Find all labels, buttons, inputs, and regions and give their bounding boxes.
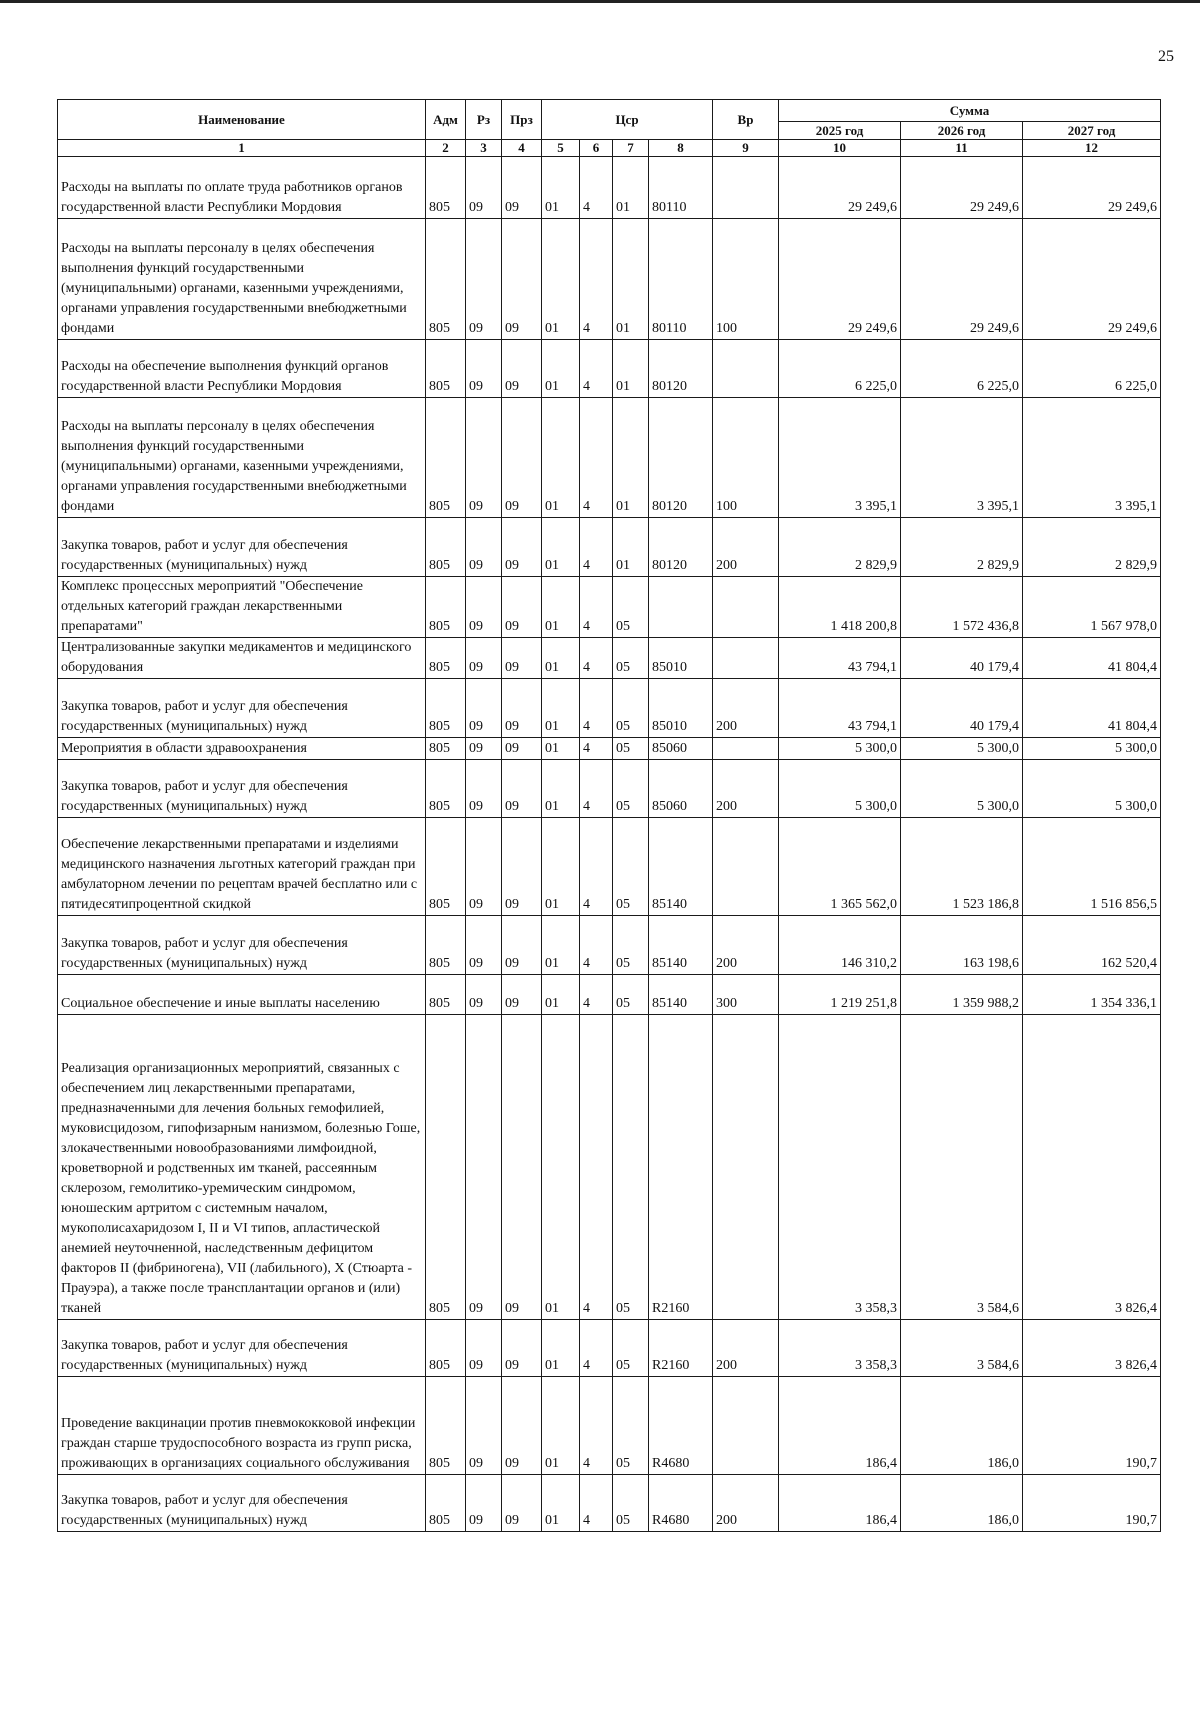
table-row [58, 818, 1161, 916]
row-csr-5: 01 [542, 738, 580, 760]
row-csr-7: 05 [613, 916, 649, 975]
row-csr-6: 4 [580, 760, 613, 818]
table-row [58, 1320, 1161, 1377]
row-prz: 09 [502, 1475, 542, 1532]
row-amount-2026: 186,0 [901, 1377, 1023, 1475]
top-edge-rule [0, 0, 1200, 3]
header-prz: Прз [502, 100, 542, 140]
row-adm: 805 [426, 975, 466, 1015]
row-amount-2025: 3 358,3 [779, 1320, 901, 1377]
row-name: Реализация организационных мероприятий, связанных с обеспечением лиц лекарственными препаратами, предназначенными для лечения больных гемофилией, муковисцидозом, гипофизарным нанизмом, болезнью Гоше, злокачественными новообразованиями лимфоидной, кроветворной и родственных им тканей, рассеянным склерозом, гемолитико-уремическим синдромом, юношеским артритом с системным началом, мукополисахаридозом I, II и VI типов, апластической анемией неуточненной, наследственным дефицитом факторов II (фибриногена), VII (лабильного), X (Стюарта - Прауэра), а также после трансплантации органов и (или) тканей [58, 1015, 426, 1320]
header-year-2027: 2027 год [1023, 122, 1161, 140]
row-prz: 09 [502, 157, 542, 219]
row-prz: 09 [502, 398, 542, 518]
row-rz: 09 [466, 738, 502, 760]
row-name: Закупка товаров, работ и услуг для обеспечения государственных (муниципальных) нужд [58, 760, 426, 818]
row-amount-2025: 29 249,6 [779, 157, 901, 219]
row-amount-2025: 3 395,1 [779, 398, 901, 518]
row-adm: 805 [426, 1015, 466, 1320]
row-vr [713, 638, 779, 679]
row-prz: 09 [502, 818, 542, 916]
row-amount-2027: 1 354 336,1 [1023, 975, 1161, 1015]
row-amount-2026: 163 198,6 [901, 916, 1023, 975]
row-csr-6: 4 [580, 1377, 613, 1475]
row-csr-5: 01 [542, 1377, 580, 1475]
row-amount-2026: 1 523 186,8 [901, 818, 1023, 916]
table-row [58, 1015, 1161, 1320]
row-adm: 805 [426, 916, 466, 975]
row-adm: 805 [426, 1475, 466, 1532]
row-csr-7: 01 [613, 157, 649, 219]
row-adm: 805 [426, 398, 466, 518]
row-amount-2026: 186,0 [901, 1475, 1023, 1532]
row-adm: 805 [426, 1377, 466, 1475]
row-amount-2025: 146 310,2 [779, 916, 901, 975]
row-csr-7: 01 [613, 340, 649, 398]
row-csr-8: R4680 [649, 1475, 713, 1532]
row-amount-2027: 29 249,6 [1023, 157, 1161, 219]
row-prz: 09 [502, 760, 542, 818]
row-vr: 200 [713, 760, 779, 818]
row-csr-5: 01 [542, 679, 580, 738]
row-csr-8: 80120 [649, 398, 713, 518]
row-csr-6: 4 [580, 1475, 613, 1532]
row-amount-2026: 40 179,4 [901, 638, 1023, 679]
row-csr-8: 85010 [649, 679, 713, 738]
row-amount-2026: 3 395,1 [901, 398, 1023, 518]
row-rz: 09 [466, 818, 502, 916]
row-csr-7: 05 [613, 577, 649, 638]
row-prz: 09 [502, 916, 542, 975]
row-name: Расходы на выплаты персоналу в целях обеспечения выполнения функций государственными (муниципальными) органами, казенными учреждениями, органами управления государственными внебюджетными фондами [58, 398, 426, 518]
row-csr-7: 01 [613, 219, 649, 340]
column-number: 10 [779, 140, 901, 157]
row-prz: 09 [502, 1377, 542, 1475]
row-name: Централизованные закупки медикаментов и медицинского оборудования [58, 638, 426, 679]
row-csr-8 [649, 577, 713, 638]
table-row [58, 679, 1161, 738]
row-amount-2027: 190,7 [1023, 1475, 1161, 1532]
row-rz: 09 [466, 916, 502, 975]
row-amount-2025: 1 219 251,8 [779, 975, 901, 1015]
row-csr-7: 01 [613, 398, 649, 518]
row-csr-5: 01 [542, 1015, 580, 1320]
row-amount-2027: 1 567 978,0 [1023, 577, 1161, 638]
row-csr-7: 05 [613, 975, 649, 1015]
row-rz: 09 [466, 760, 502, 818]
row-amount-2027: 5 300,0 [1023, 738, 1161, 760]
row-csr-5: 01 [542, 1475, 580, 1532]
table-row [58, 1377, 1161, 1475]
row-vr: 300 [713, 975, 779, 1015]
table-body [58, 157, 1161, 1532]
row-amount-2025: 2 829,9 [779, 518, 901, 577]
row-vr [713, 1015, 779, 1320]
table-row [58, 916, 1161, 975]
column-number: 4 [502, 140, 542, 157]
header-name: Наименование [58, 100, 426, 140]
row-prz: 09 [502, 1015, 542, 1320]
row-amount-2025: 29 249,6 [779, 219, 901, 340]
row-amount-2026: 6 225,0 [901, 340, 1023, 398]
row-rz: 09 [466, 577, 502, 638]
row-csr-5: 01 [542, 340, 580, 398]
row-csr-8: 80120 [649, 518, 713, 577]
row-amount-2026: 3 584,6 [901, 1015, 1023, 1320]
row-csr-5: 01 [542, 975, 580, 1015]
row-csr-5: 01 [542, 518, 580, 577]
row-adm: 805 [426, 157, 466, 219]
row-amount-2027: 2 829,9 [1023, 518, 1161, 577]
row-vr: 200 [713, 518, 779, 577]
row-csr-6: 4 [580, 818, 613, 916]
row-amount-2025: 186,4 [779, 1377, 901, 1475]
row-csr-7: 01 [613, 518, 649, 577]
row-rz: 09 [466, 1320, 502, 1377]
row-prz: 09 [502, 679, 542, 738]
row-amount-2026: 29 249,6 [901, 219, 1023, 340]
row-csr-6: 4 [580, 638, 613, 679]
row-csr-7: 05 [613, 1377, 649, 1475]
row-csr-5: 01 [542, 219, 580, 340]
row-amount-2027: 3 826,4 [1023, 1320, 1161, 1377]
column-number: 9 [713, 140, 779, 157]
row-csr-8: 80110 [649, 219, 713, 340]
row-name: Проведение вакцинации против пневмококковой инфекции граждан старше трудоспособного возраста из групп риска, проживающих в организациях социального обслуживания [58, 1377, 426, 1475]
row-csr-8: 85010 [649, 638, 713, 679]
row-csr-5: 01 [542, 760, 580, 818]
row-amount-2027: 5 300,0 [1023, 760, 1161, 818]
row-csr-6: 4 [580, 975, 613, 1015]
row-csr-7: 05 [613, 738, 649, 760]
column-number: 6 [580, 140, 613, 157]
column-number: 1 [58, 140, 426, 157]
row-csr-7: 05 [613, 1320, 649, 1377]
row-csr-7: 05 [613, 638, 649, 679]
row-adm: 805 [426, 760, 466, 818]
row-amount-2025: 186,4 [779, 1475, 901, 1532]
row-adm: 805 [426, 738, 466, 760]
row-csr-8: R2160 [649, 1015, 713, 1320]
row-prz: 09 [502, 738, 542, 760]
row-csr-6: 4 [580, 738, 613, 760]
table-row [58, 577, 1161, 638]
row-csr-6: 4 [580, 679, 613, 738]
row-amount-2025: 6 225,0 [779, 340, 901, 398]
row-rz: 09 [466, 219, 502, 340]
column-number: 3 [466, 140, 502, 157]
row-csr-7: 05 [613, 760, 649, 818]
row-csr-8: 80110 [649, 157, 713, 219]
row-amount-2026: 40 179,4 [901, 679, 1023, 738]
header-rz: Рз [466, 100, 502, 140]
table-row [58, 760, 1161, 818]
row-csr-5: 01 [542, 577, 580, 638]
row-rz: 09 [466, 398, 502, 518]
page-number: 25 [1158, 48, 1174, 65]
row-vr: 200 [713, 916, 779, 975]
column-numbers-row [58, 140, 1161, 157]
row-amount-2026: 5 300,0 [901, 760, 1023, 818]
header-year-2025: 2025 год [779, 122, 901, 140]
header-csr: Цср [542, 100, 713, 140]
column-number: 2 [426, 140, 466, 157]
row-vr: 100 [713, 219, 779, 340]
row-prz: 09 [502, 340, 542, 398]
row-vr [713, 818, 779, 916]
column-number: 8 [649, 140, 713, 157]
row-amount-2027: 1 516 856,5 [1023, 818, 1161, 916]
row-amount-2026: 29 249,6 [901, 157, 1023, 219]
row-name: Расходы на обеспечение выполнения функций органов государственной власти Республики Мордовия [58, 340, 426, 398]
row-amount-2026: 2 829,9 [901, 518, 1023, 577]
table-row [58, 340, 1161, 398]
row-rz: 09 [466, 1475, 502, 1532]
row-name: Расходы на выплаты по оплате труда работников органов государственной власти Республики Мордовия [58, 157, 426, 219]
row-csr-5: 01 [542, 157, 580, 219]
row-adm: 805 [426, 638, 466, 679]
row-csr-5: 01 [542, 916, 580, 975]
row-vr: 200 [713, 679, 779, 738]
row-adm: 805 [426, 577, 466, 638]
row-adm: 805 [426, 679, 466, 738]
row-amount-2027: 41 804,4 [1023, 679, 1161, 738]
table-row [58, 638, 1161, 679]
row-name: Закупка товаров, работ и услуг для обеспечения государственных (муниципальных) нужд [58, 916, 426, 975]
table-row [58, 738, 1161, 760]
row-rz: 09 [466, 679, 502, 738]
row-vr [713, 738, 779, 760]
row-amount-2027: 41 804,4 [1023, 638, 1161, 679]
row-amount-2025: 3 358,3 [779, 1015, 901, 1320]
row-vr [713, 577, 779, 638]
row-vr: 200 [713, 1320, 779, 1377]
row-prz: 09 [502, 518, 542, 577]
row-csr-8: R4680 [649, 1377, 713, 1475]
row-csr-8: 85060 [649, 760, 713, 818]
row-amount-2025: 43 794,1 [779, 679, 901, 738]
row-adm: 805 [426, 219, 466, 340]
header-adm: Адм [426, 100, 466, 140]
row-amount-2026: 5 300,0 [901, 738, 1023, 760]
row-rz: 09 [466, 518, 502, 577]
row-csr-5: 01 [542, 638, 580, 679]
row-csr-6: 4 [580, 157, 613, 219]
row-csr-6: 4 [580, 398, 613, 518]
column-number: 7 [613, 140, 649, 157]
row-amount-2026: 1 572 436,8 [901, 577, 1023, 638]
row-csr-6: 4 [580, 219, 613, 340]
row-name: Закупка товаров, работ и услуг для обеспечения государственных (муниципальных) нужд [58, 679, 426, 738]
row-csr-8: 85140 [649, 975, 713, 1015]
column-number: 11 [901, 140, 1023, 157]
row-csr-6: 4 [580, 518, 613, 577]
row-vr [713, 1377, 779, 1475]
row-amount-2025: 5 300,0 [779, 760, 901, 818]
row-prz: 09 [502, 219, 542, 340]
header-vr: Вр [713, 100, 779, 140]
row-name: Закупка товаров, работ и услуг для обеспечения государственных (муниципальных) нужд [58, 1475, 426, 1532]
row-vr: 200 [713, 1475, 779, 1532]
row-csr-7: 05 [613, 818, 649, 916]
column-number: 5 [542, 140, 580, 157]
row-amount-2026: 1 359 988,2 [901, 975, 1023, 1015]
row-rz: 09 [466, 157, 502, 219]
row-adm: 805 [426, 518, 466, 577]
row-amount-2026: 3 584,6 [901, 1320, 1023, 1377]
row-name: Комплекс процессных мероприятий "Обеспечение отдельных категорий граждан лекарственными препаратами" [58, 577, 426, 638]
table-header [58, 100, 1161, 157]
row-prz: 09 [502, 638, 542, 679]
row-csr-8: 85060 [649, 738, 713, 760]
row-rz: 09 [466, 340, 502, 398]
row-amount-2027: 3 826,4 [1023, 1015, 1161, 1320]
row-csr-8: 85140 [649, 818, 713, 916]
budget-table [57, 99, 1161, 1532]
row-vr [713, 157, 779, 219]
table-row [58, 219, 1161, 340]
row-name: Социальное обеспечение и иные выплаты населению [58, 975, 426, 1015]
row-csr-6: 4 [580, 1320, 613, 1377]
row-csr-7: 05 [613, 1015, 649, 1320]
row-name: Мероприятия в области здравоохранения [58, 738, 426, 760]
row-name: Закупка товаров, работ и услуг для обеспечения государственных (муниципальных) нужд [58, 1320, 426, 1377]
row-amount-2027: 3 395,1 [1023, 398, 1161, 518]
row-csr-6: 4 [580, 916, 613, 975]
table-row [58, 157, 1161, 219]
row-vr [713, 340, 779, 398]
row-adm: 805 [426, 818, 466, 916]
row-rz: 09 [466, 975, 502, 1015]
row-csr-6: 4 [580, 340, 613, 398]
row-amount-2025: 1 418 200,8 [779, 577, 901, 638]
row-rz: 09 [466, 638, 502, 679]
row-prz: 09 [502, 577, 542, 638]
table-row [58, 1475, 1161, 1532]
row-amount-2025: 5 300,0 [779, 738, 901, 760]
row-prz: 09 [502, 1320, 542, 1377]
row-csr-8: 85140 [649, 916, 713, 975]
row-csr-8: R2160 [649, 1320, 713, 1377]
row-amount-2025: 43 794,1 [779, 638, 901, 679]
header-year-2026: 2026 год [901, 122, 1023, 140]
row-amount-2027: 29 249,6 [1023, 219, 1161, 340]
row-name: Обеспечение лекарственными препаратами и изделиями медицинского назначения льготных категорий граждан при амбулаторном лечении по рецептам врачей бесплатно или с пятидесятипроцентной скидкой [58, 818, 426, 916]
row-name: Закупка товаров, работ и услуг для обеспечения государственных (муниципальных) нужд [58, 518, 426, 577]
table-row [58, 975, 1161, 1015]
row-adm: 805 [426, 1320, 466, 1377]
row-amount-2025: 1 365 562,0 [779, 818, 901, 916]
row-vr: 100 [713, 398, 779, 518]
row-csr-7: 05 [613, 679, 649, 738]
row-name: Расходы на выплаты персоналу в целях обеспечения выполнения функций государственными (муниципальными) органами, казенными учреждениями, органами управления государственными внебюджетными фондами [58, 219, 426, 340]
row-csr-8: 80120 [649, 340, 713, 398]
table-row [58, 518, 1161, 577]
row-prz: 09 [502, 975, 542, 1015]
row-csr-7: 05 [613, 1475, 649, 1532]
row-rz: 09 [466, 1377, 502, 1475]
row-amount-2027: 162 520,4 [1023, 916, 1161, 975]
row-rz: 09 [466, 1015, 502, 1320]
row-csr-6: 4 [580, 1015, 613, 1320]
header-sum: Сумма [779, 100, 1161, 122]
table-row [58, 398, 1161, 518]
row-amount-2027: 6 225,0 [1023, 340, 1161, 398]
row-csr-5: 01 [542, 1320, 580, 1377]
row-csr-6: 4 [580, 577, 613, 638]
row-amount-2027: 190,7 [1023, 1377, 1161, 1475]
row-csr-5: 01 [542, 818, 580, 916]
row-adm: 805 [426, 340, 466, 398]
column-number: 12 [1023, 140, 1161, 157]
row-csr-5: 01 [542, 398, 580, 518]
